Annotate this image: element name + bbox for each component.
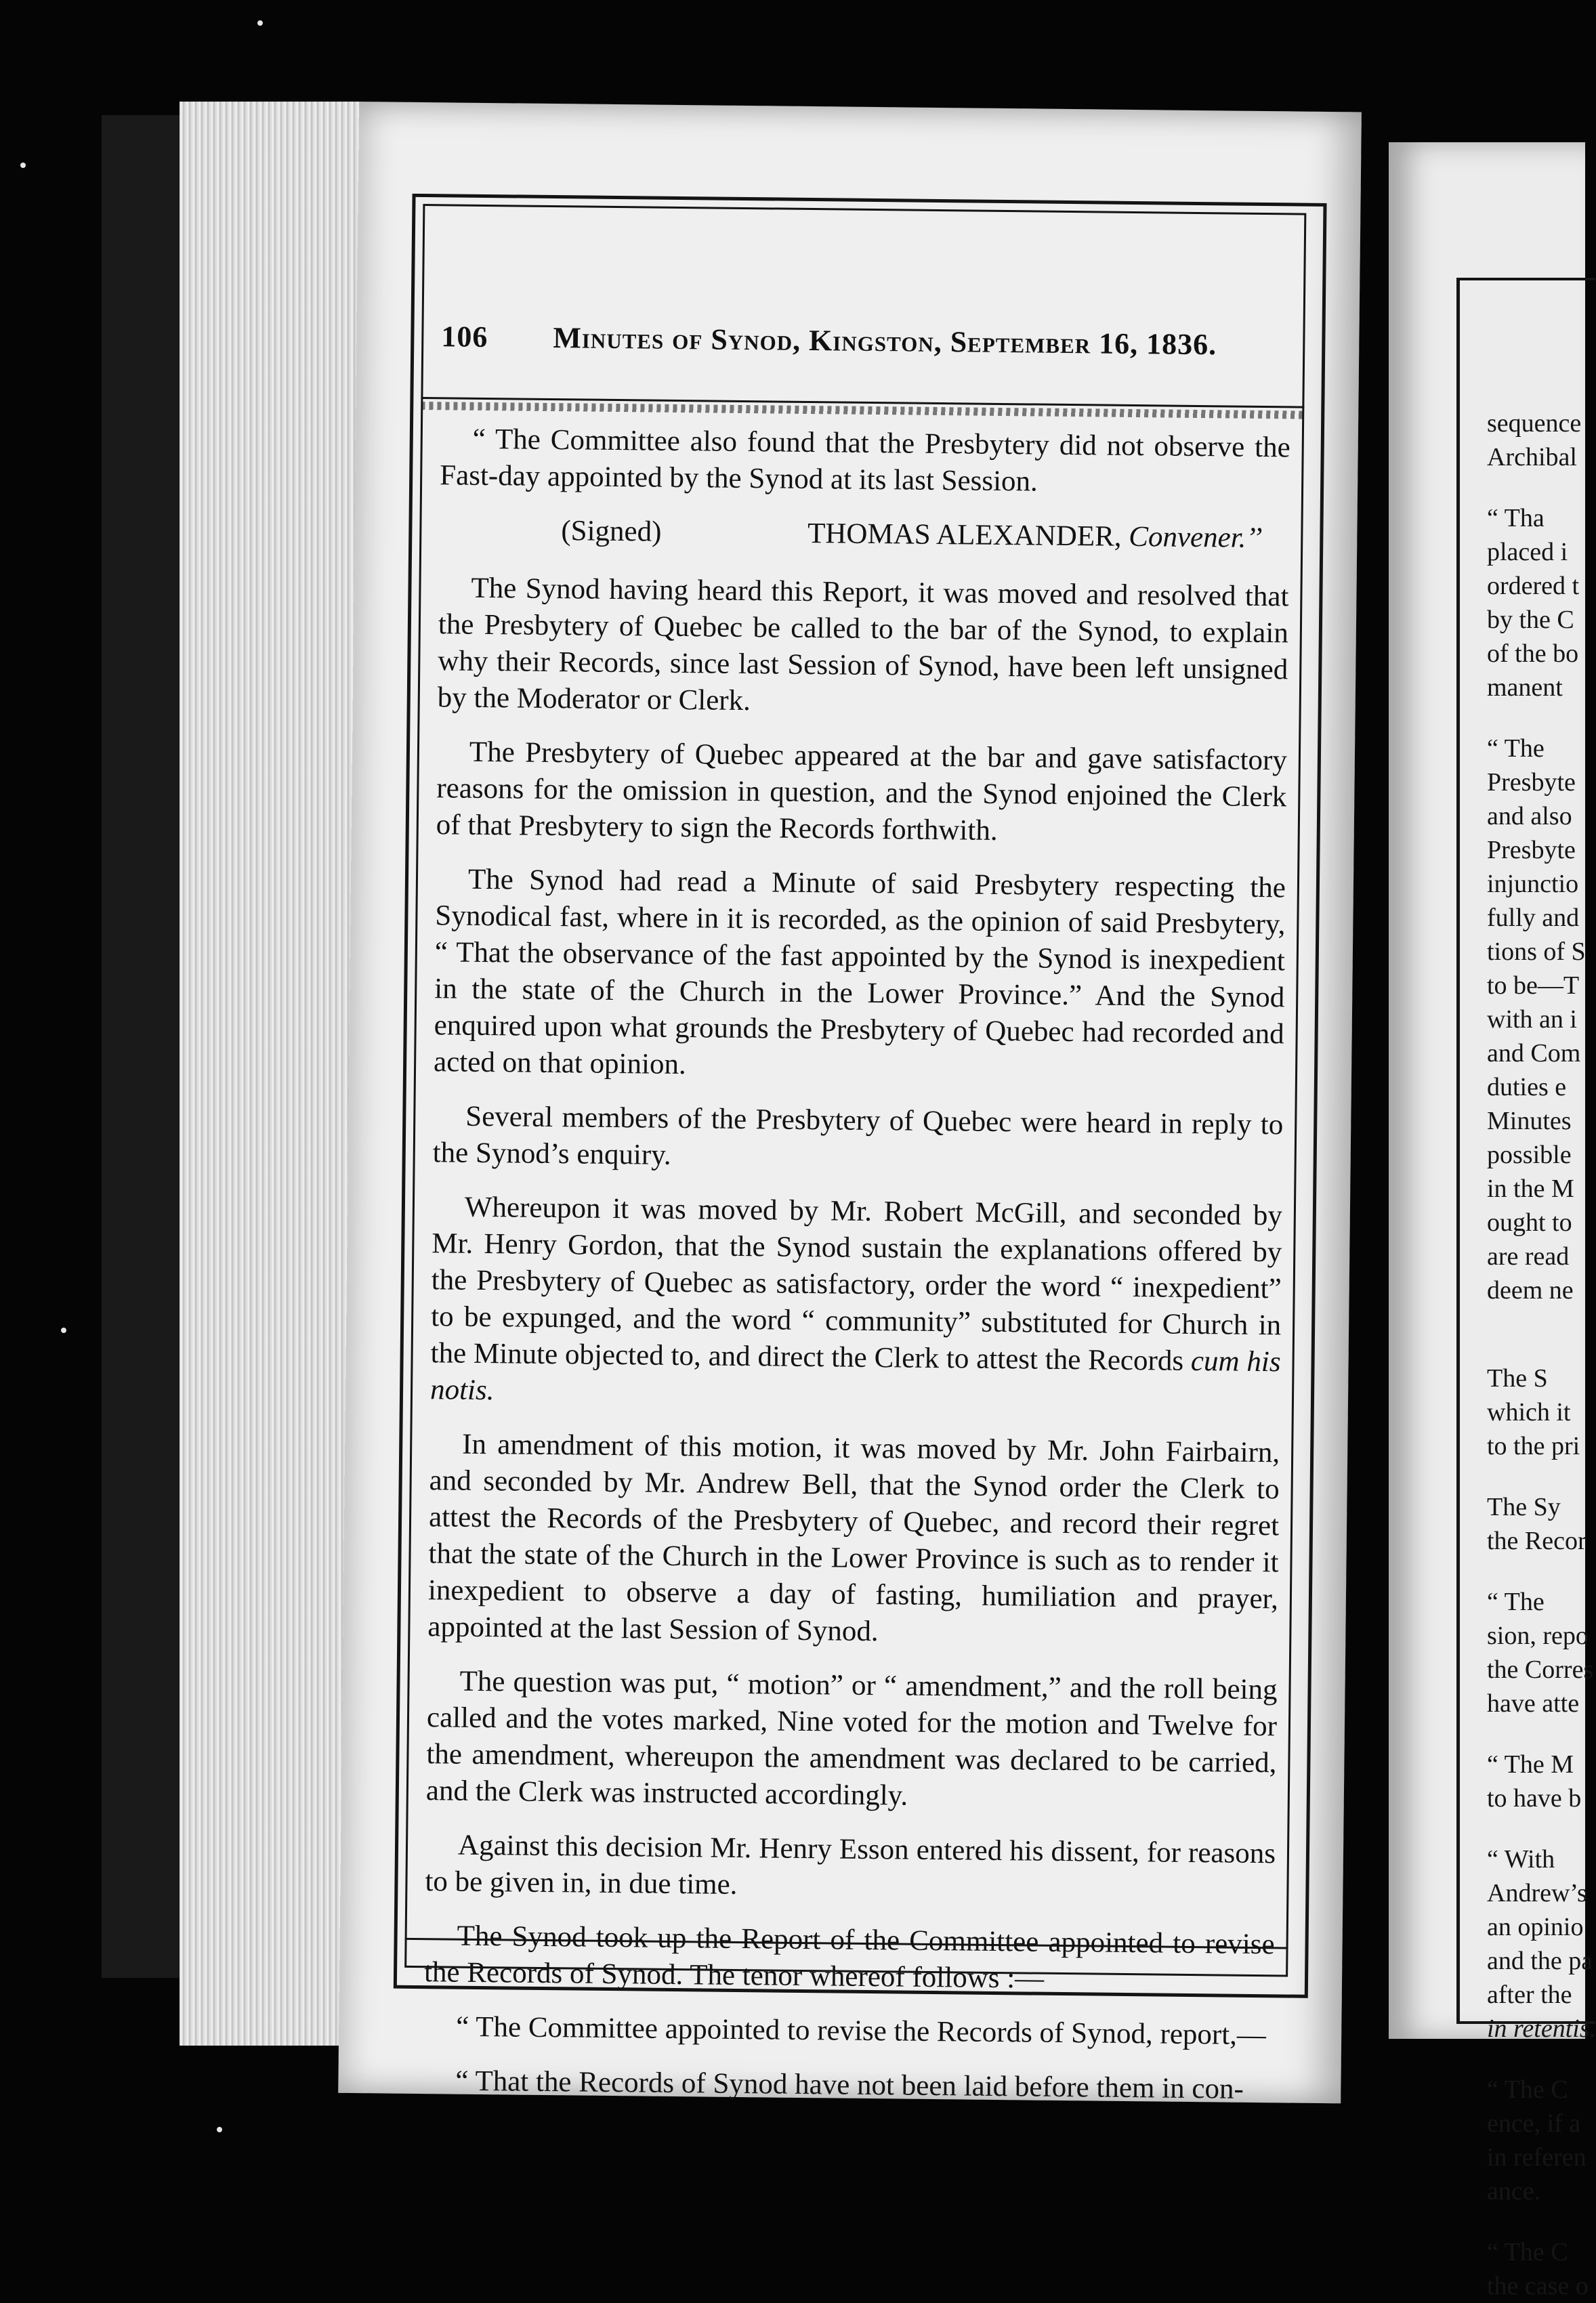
facing-page-line: by the C <box>1487 606 1574 634</box>
facing-page-line: manent <box>1487 673 1563 702</box>
facing-page-line: sequence <box>1487 409 1582 438</box>
paragraph-2: The Presbytery of Quebec appeared at the bar and gave satisfactory reasons for the omission in question, and the Synod enjoined the Clerk of that Presbytery to sign the Records forthwith. <box>436 736 1288 847</box>
book-page <box>338 102 1362 2103</box>
paragraph-1: The Synod having heard this Report, it was moved and resolved that the Presbytery of Quebec be called to the bar of the Synod, to explain why their Records, since last Session of Synod, have been left unsigned by the Moderator or Clerk. <box>437 572 1289 717</box>
facing-page-line: injunctio <box>1487 870 1579 898</box>
page-body <box>423 421 1290 2108</box>
facing-page-line: in the M <box>1487 1175 1574 1203</box>
signature-line <box>439 511 1289 557</box>
facing-page-line <box>1487 2208 1589 2235</box>
paragraph-3: The Synod had read a Minute of said Presbytery respecting the Synodical fast, where in it is recorded, as the opinion of said Presbytery, “ That the observance of the fast appointed by the Synod is inexpedient in the state of the Church in the Lower Province.” And the Synod enquired upon what grounds the Presbytery of Quebec had recorded and acted on that opinion. <box>433 863 1286 1081</box>
signature <box>807 515 1263 557</box>
paragraph-4: Several members of the Presbytery of Quebec were heard in reply to the Synod’s enquiry. <box>432 1100 1284 1171</box>
facing-page-line <box>1487 1334 1589 1361</box>
facing-page-line: The S <box>1487 1364 1548 1393</box>
facing-page-line: ence, if a <box>1487 2109 1581 2138</box>
facing-page-line <box>1487 1558 1589 1585</box>
facing-page-line <box>1487 1720 1589 1748</box>
facing-page-line: which it <box>1487 1398 1571 1427</box>
facing-page-line: Presbyte <box>1487 836 1576 864</box>
facing-page-line: and also <box>1487 802 1572 830</box>
facing-page-line: the Corres <box>1487 1655 1594 1684</box>
facing-page-line <box>1487 704 1589 732</box>
paragraph-11: “ That the Records of Synod have not been laid before them in con- <box>455 2065 1244 2105</box>
facing-page-line: to the pri <box>1487 1432 1580 1460</box>
facing-page-line: and the pa <box>1487 1947 1593 1975</box>
facing-page-line: fully and <box>1487 904 1580 932</box>
facing-page-line: Archibal <box>1487 443 1577 471</box>
dust-speck <box>217 2127 222 2132</box>
facing-page-line: “ The C <box>1487 2238 1568 2266</box>
facing-page-line: the Recor <box>1487 1527 1587 1555</box>
dust-speck <box>257 20 263 26</box>
facing-page-line: the case o <box>1487 2272 1589 2300</box>
facing-page-line: possible <box>1487 1141 1572 1169</box>
paragraph-9: The Synod took up the Report of the Committee appointed to revise the Records of Synod. The tenor whereof follows :— <box>423 1920 1275 1995</box>
facing-page-line: tions of S <box>1487 937 1586 966</box>
facing-page-text <box>1487 406 1596 2303</box>
facing-page-line: are read <box>1487 1242 1570 1271</box>
signatory-role: Convener.’’ <box>1129 520 1263 554</box>
committee-quote: “ The Committee also found that the Presbytery did not observe the Fast-day appointed by the Synod at its last Session. <box>439 423 1290 498</box>
facing-page-line <box>1487 1307 1589 1334</box>
facing-page-line: ance. <box>1487 2177 1541 2205</box>
facing-page-line: sion, repo <box>1487 1622 1589 1650</box>
facing-page-line <box>1487 2046 1589 2073</box>
facing-page-line: with an i <box>1487 1005 1577 1034</box>
paragraph-5-latin: cum his notis. <box>429 1345 1281 1407</box>
facing-page-line: to be—T <box>1487 971 1580 1000</box>
facing-page-line: deem ne <box>1487 1276 1574 1305</box>
paragraph-10: “ The Committee appointed to revise the Records of Synod, report,— <box>455 2010 1267 2052</box>
facing-page-line: “ With <box>1487 1845 1555 1874</box>
facing-page-line <box>1487 474 1589 501</box>
facing-page-line: and Com <box>1487 1039 1581 1068</box>
facing-page-line: placed i <box>1487 538 1568 566</box>
facing-page-line: of the bo <box>1487 639 1579 668</box>
facing-page-line: ordered t <box>1487 572 1580 600</box>
facing-page-line <box>1487 1463 1589 1490</box>
paragraph-5 <box>430 1189 1282 1417</box>
facing-page-line: duties e <box>1487 1073 1567 1101</box>
dust-speck <box>61 1328 66 1333</box>
facing-page-line <box>1487 1815 1589 1842</box>
facing-page-line: The Sy <box>1487 1493 1561 1521</box>
facing-page-line: “ The C <box>1487 2075 1568 2104</box>
facing-page-line: ought to <box>1487 1208 1572 1237</box>
paragraph-7: The question was put, “ motion” or “ amendment,” and the roll being called and the votes marked, Nine voted for the motion and Twelve for the amendment, whereupon the amendment was declared to be carried, and the Clerk was instructed accordingly. <box>425 1665 1278 1812</box>
signed-label: (Signed) <box>561 515 662 548</box>
signatory-name: THOMAS ALEXANDER, <box>807 517 1122 553</box>
paragraph-5-text: Whereupon it was moved by Mr. Robert McGill, and seconded by Mr. Henry Gordon, that the Synod sustain the explanations offered by the Presbytery of Quebec as satisfactory, order the word “ inexpedient” to be expunged, and the word “ community” substituted for Church in the Minute objected to, and direct the Clerk to attest the Records <box>430 1191 1283 1377</box>
facing-page-line: “ The M <box>1487 1750 1574 1779</box>
running-title: Minutes of Synod, Kingston, September 16, 1836. <box>553 321 1217 362</box>
dust-speck <box>20 163 26 168</box>
facing-page-line: Andrew’s <box>1487 1879 1587 1907</box>
facing-page-line: Minutes <box>1487 1107 1572 1135</box>
book-spine-shadow <box>102 115 183 1978</box>
facing-page-line: after the <box>1487 1981 1572 2009</box>
book-page-edges <box>180 102 362 2046</box>
facing-page-line: an opinio <box>1487 1913 1584 1941</box>
facing-page-line: in referen <box>1487 2143 1587 2172</box>
facing-page-line: “ The <box>1487 734 1545 763</box>
facing-page-line: in retentis. <box>1487 2014 1596 2043</box>
page-number: 106 <box>441 320 488 354</box>
paragraph-8: Against this decision Mr. Henry Esson entered his dissent, for reasons to be given in, in due time. <box>425 1829 1276 1901</box>
facing-page-line: Presbyte <box>1487 768 1576 797</box>
facing-page-line: to have b <box>1487 1784 1582 1813</box>
facing-page-line: “ Tha <box>1487 504 1545 532</box>
paragraph-6: In amendment of this motion, it was moved by Mr. John Fairbairn, and seconded by Mr. Andrew Bell, that the Synod order the Clerk to attest the Records of the Presbytery of Quebec, and record their regret that the state of the Church in the Lower Province is such as to render it inexpedient to observe a day of fasting, humiliation and prayer, appointed at the last Session of Synod. <box>427 1428 1280 1648</box>
facing-page-line: “ The <box>1487 1588 1545 1616</box>
facing-page-line: have atte <box>1487 1689 1580 1718</box>
